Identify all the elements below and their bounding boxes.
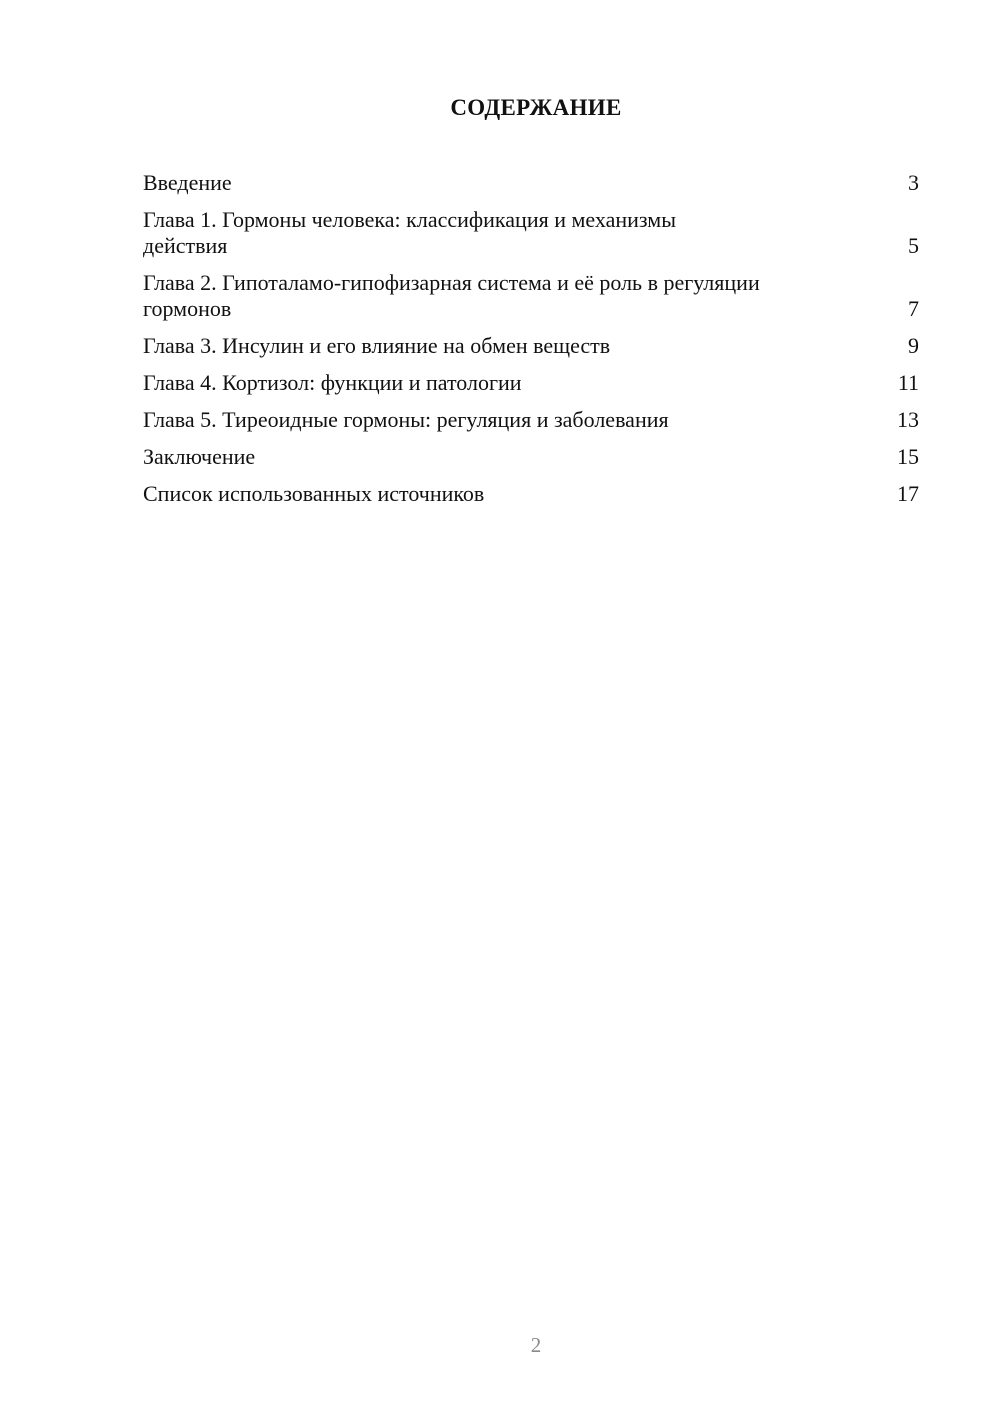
toc-entry-title: Глава 5. Тиреоидные гормоны: регуляция и заболевания bbox=[143, 407, 669, 432]
toc-entry-title: Введение bbox=[143, 170, 232, 195]
toc-entry-chapter-1 bbox=[143, 207, 919, 259]
toc-entry-title: Глава 1. Гормоны человека: классификация и механизмы действия bbox=[143, 207, 676, 258]
toc-entry-chapter-4 bbox=[143, 370, 919, 396]
toc-entry-page: 7 bbox=[908, 296, 919, 321]
page-number: 2 bbox=[530, 1333, 542, 1357]
toc-entry-title: Глава 4. Кортизол: функции и патологии bbox=[143, 370, 522, 395]
toc-entry-title: Список использованных источников bbox=[143, 481, 485, 506]
toc-entry-page: 11 bbox=[897, 370, 919, 395]
toc-entry-page: 5 bbox=[908, 233, 919, 258]
toc-entry-references bbox=[143, 481, 919, 507]
toc-entry-title: Глава 2. Гипоталамо-гипофизарная система и её роль в регуляции гормонов bbox=[143, 270, 760, 321]
toc-entry-page: 15 bbox=[897, 444, 919, 469]
toc-entry-conclusion bbox=[143, 444, 919, 470]
toc-entry-title: Заключение bbox=[143, 444, 256, 469]
toc-entry-page: 17 bbox=[897, 481, 919, 506]
toc-entry-introduction bbox=[143, 170, 919, 196]
toc-heading: СОДЕРЖАНИЕ bbox=[450, 95, 622, 120]
toc-entry-title: Глава 3. Инсулин и его влияние на обмен веществ bbox=[143, 333, 611, 358]
toc-entry-chapter-3 bbox=[143, 333, 919, 359]
toc-entry-chapter-2 bbox=[143, 270, 919, 322]
table-of-contents bbox=[143, 170, 919, 518]
toc-entry-page: 3 bbox=[908, 170, 919, 195]
toc-entry-page: 9 bbox=[908, 333, 919, 358]
toc-entry-page: 13 bbox=[897, 407, 919, 432]
toc-entry-chapter-5 bbox=[143, 407, 919, 433]
